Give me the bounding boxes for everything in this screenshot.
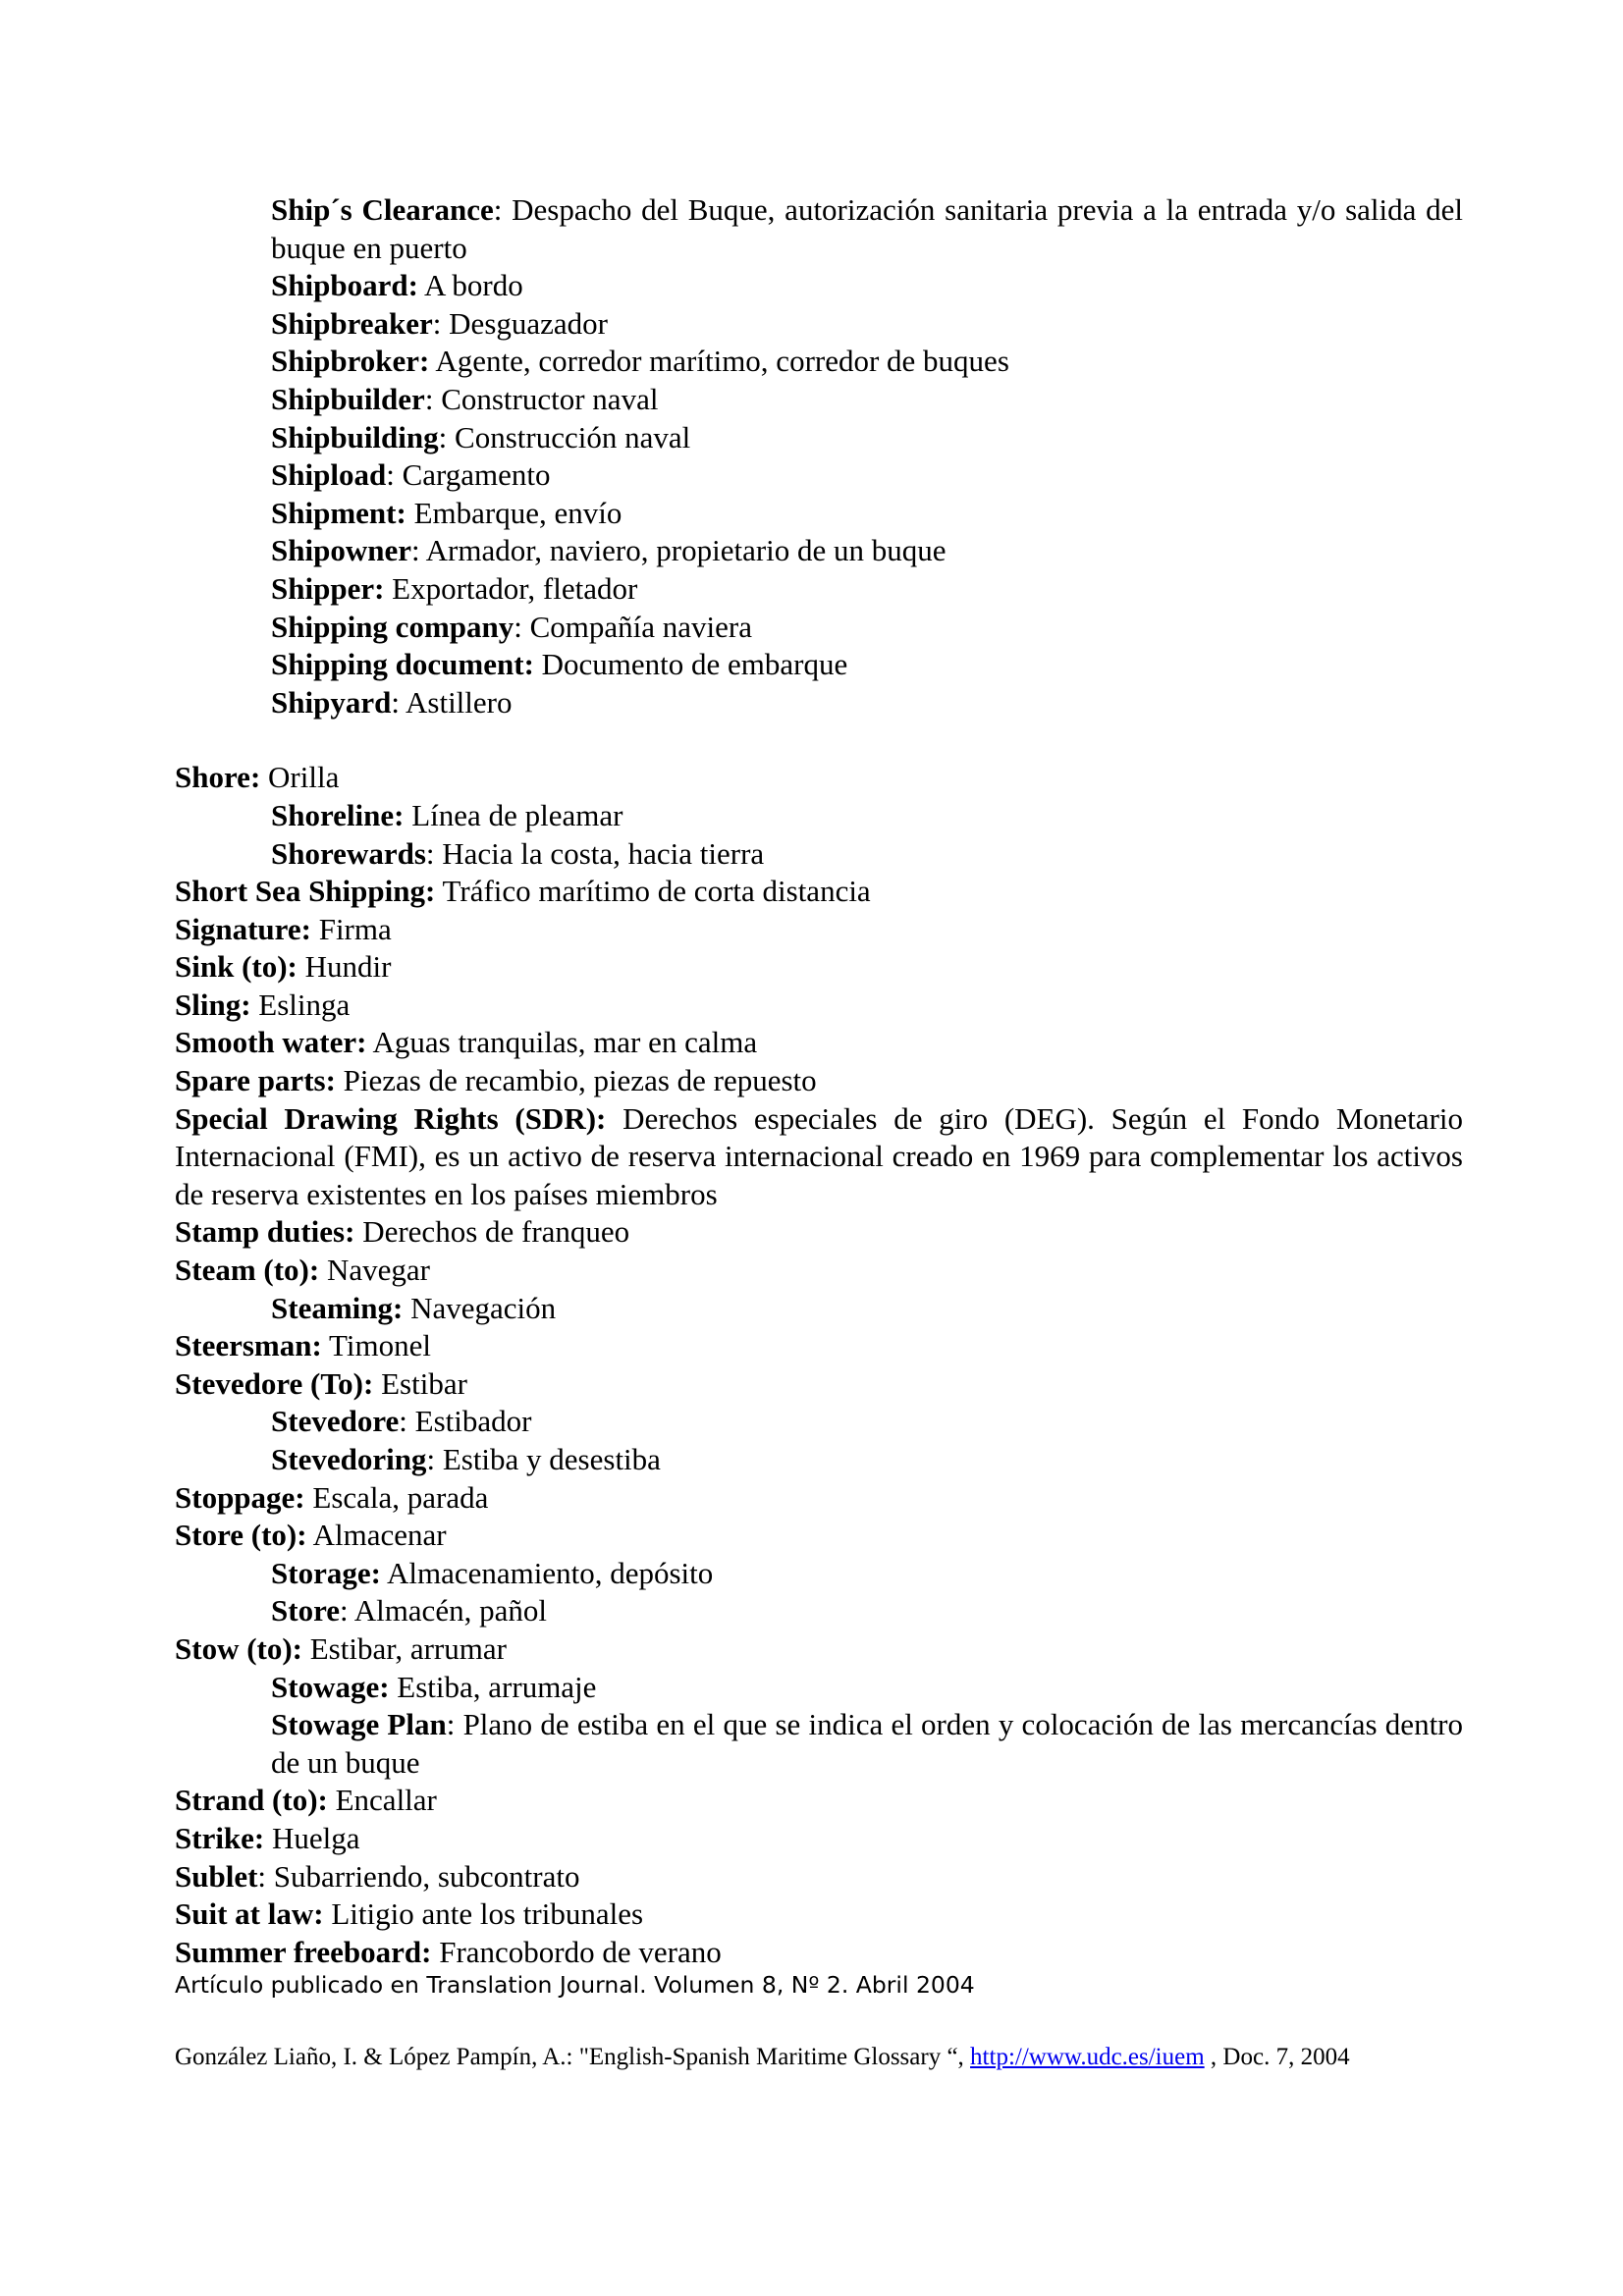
entry-term: Ship´s Clearance xyxy=(271,192,494,227)
entry-separator xyxy=(373,1366,381,1401)
entry-term: Shoreline: xyxy=(271,797,405,832)
entry-separator xyxy=(328,1783,336,1817)
entry-separator xyxy=(406,496,414,530)
entry-term: Strike: xyxy=(175,1820,265,1855)
glossary-entry xyxy=(175,759,1463,797)
entry-term: Sling: xyxy=(175,987,251,1022)
glossary-entry xyxy=(175,1024,1463,1062)
entry-definition: Derechos especiales de giro (DEG). Según el Fondo Monetario Internacional (FMI), es un activo de reserva internacional creado en 1969 para complementar los activos de reserva existentes en los países miembros xyxy=(175,1100,1464,1211)
entry-term: Shorewards xyxy=(271,835,426,871)
glossary-entry xyxy=(175,987,1463,1025)
entry-definition: Estiba y desestiba xyxy=(442,1442,661,1476)
glossary-entry xyxy=(175,1100,1463,1214)
entry-definition: Exportador, fletador xyxy=(392,570,638,606)
glossary-entry xyxy=(175,1517,1463,1555)
entry-term: Shipping company xyxy=(271,609,514,644)
entry-definition: Agente, corredor marítimo, corredor de buques xyxy=(435,344,1009,379)
entry-separator: : xyxy=(446,1707,463,1742)
entry-separator: : xyxy=(386,457,403,493)
entry-separator xyxy=(336,1063,344,1097)
entry-separator: : xyxy=(493,192,513,227)
entry-definition: Navegar xyxy=(326,1253,430,1288)
entry-definition: Timonel xyxy=(329,1328,431,1363)
entry-definition: Despacho del Buque, autorización sanitaria previa a la entrada y/o salida del buque en puerto xyxy=(271,192,1463,265)
glossary-list xyxy=(175,191,1463,1971)
entry-term: Steaming: xyxy=(271,1290,404,1325)
citation-suffix: , Doc. 7, 2004 xyxy=(1204,2044,1350,2070)
glossary-entry xyxy=(175,1896,1463,1934)
glossary-entry xyxy=(175,1934,1463,1972)
entry-term: Store xyxy=(271,1593,341,1629)
entry-term: Stowage Plan xyxy=(271,1707,447,1742)
entry-definition: Escala, parada xyxy=(312,1479,489,1515)
citation-text: González Liaño, I. & López Pampín, A.: "English-Spanish Maritime Glossary “, xyxy=(175,2044,971,2070)
entry-term: Stevedoring xyxy=(271,1442,427,1476)
entry-term: Sublet xyxy=(175,1858,258,1894)
entry-term: Stow (to): xyxy=(175,1630,302,1666)
entry-separator xyxy=(298,949,305,984)
entry-term: Signature: xyxy=(175,911,311,946)
entry-definition: Almacenar xyxy=(312,1518,447,1553)
entry-term: Shipload xyxy=(271,457,387,493)
entry-term: Shipper: xyxy=(271,570,385,606)
glossary-subentry xyxy=(175,1592,1463,1630)
entry-separator: : xyxy=(340,1593,354,1629)
publication-note: Artículo publicado en Translation Journal. Volumen 8, Nº 2. Abril 2004 xyxy=(175,1971,975,1999)
glossary-subentry xyxy=(175,1669,1463,1707)
glossary-entry xyxy=(175,1252,1463,1290)
entry-term: Steam (to): xyxy=(175,1253,320,1288)
entry-term: Steersman: xyxy=(175,1328,322,1363)
glossary-entry xyxy=(175,1820,1463,1858)
entry-separator: : xyxy=(514,609,530,644)
entry-separator xyxy=(302,1631,310,1666)
glossary-entry xyxy=(175,1062,1463,1100)
entry-definition: Línea de pleamar xyxy=(411,797,623,832)
glossary-subentry xyxy=(175,609,1463,647)
entry-term: Short Sea Shipping: xyxy=(175,874,436,909)
entry-definition: Estiba, arrumaje xyxy=(397,1669,597,1704)
entry-separator xyxy=(260,760,268,794)
entry-definition: Almacén, pañol xyxy=(353,1593,547,1629)
entry-definition: Constructor naval xyxy=(441,381,659,416)
glossary-entry xyxy=(175,1365,1463,1404)
entry-definition: Navegación xyxy=(410,1290,557,1325)
entry-term: Summer freeboard: xyxy=(175,1934,432,1969)
glossary-subentry xyxy=(175,1441,1463,1479)
citation-link[interactable]: http://www.udc.es/iuem xyxy=(970,2044,1205,2070)
glossary-subentry xyxy=(175,495,1463,533)
entry-separator: : xyxy=(399,1404,415,1439)
glossary-subentry xyxy=(175,456,1463,495)
glossary-entry xyxy=(175,911,1463,949)
entry-term: Stowage: xyxy=(271,1669,390,1704)
glossary-entry xyxy=(175,1782,1463,1820)
entry-term: Strand (to): xyxy=(175,1783,328,1818)
entry-definition: Astillero xyxy=(406,684,513,720)
glossary-subentry xyxy=(175,684,1463,722)
entry-term: Spare parts: xyxy=(175,1063,336,1098)
entry-definition: Construcción naval xyxy=(455,419,691,454)
entry-definition: Firma xyxy=(318,911,392,946)
entry-definition: Documento de embarque xyxy=(541,647,848,682)
entry-definition: Litigio ante los tribunales xyxy=(331,1896,644,1932)
entry-definition: Hundir xyxy=(304,949,392,985)
entry-term: Stevedore (To): xyxy=(175,1365,374,1401)
entry-definition: Embarque, envío xyxy=(413,495,622,530)
glossary-subentry xyxy=(175,1706,1463,1782)
entry-definition: Francobordo de verano xyxy=(439,1934,722,1969)
entry-separator: : xyxy=(438,419,456,454)
citation xyxy=(175,2042,1451,2072)
entry-separator: : xyxy=(426,1442,443,1476)
glossary-subentry xyxy=(175,570,1463,609)
glossary-subentry xyxy=(175,191,1463,267)
entry-separator: : xyxy=(424,381,442,416)
glossary-subentry xyxy=(175,381,1463,419)
glossary-entry xyxy=(175,948,1463,987)
entry-term: Shipbuilder xyxy=(271,381,425,416)
entry-definition: Estibar xyxy=(381,1365,467,1401)
entry-definition: Huelga xyxy=(272,1820,360,1855)
entry-definition: A bordo xyxy=(423,268,523,303)
entry-definition: Armador, naviero, propietario de un buque xyxy=(425,533,947,568)
entry-term: Suit at law: xyxy=(175,1896,324,1932)
entry-separator xyxy=(319,1253,327,1287)
glossary-subentry xyxy=(175,1555,1463,1593)
glossary-subentry xyxy=(175,797,1463,835)
entry-definition: Estibador xyxy=(414,1404,532,1439)
entry-term: Special Drawing Rights (SDR): xyxy=(175,1100,607,1136)
entry-definition: Derechos de franqueo xyxy=(362,1214,630,1250)
entry-definition: Almacenamiento, depósito xyxy=(386,1555,714,1590)
glossary-subentry xyxy=(175,1403,1463,1441)
glossary-entry xyxy=(175,1213,1463,1252)
entry-definition: Tráfico marítimo de corta distancia xyxy=(442,874,871,909)
entry-separator xyxy=(311,912,319,946)
entry-definition: Subarriendo, subcontrato xyxy=(273,1858,580,1894)
entry-separator: : xyxy=(391,684,406,720)
entry-separator xyxy=(384,571,392,606)
entry-separator xyxy=(606,1101,622,1136)
glossary-entry xyxy=(175,1479,1463,1518)
glossary-entry xyxy=(175,873,1463,911)
entry-separator: : xyxy=(432,305,450,341)
entry-term: Stoppage: xyxy=(175,1479,305,1515)
entry-separator xyxy=(534,647,542,681)
entry-term: Stevedore xyxy=(271,1404,400,1439)
entry-term: Shipment: xyxy=(271,495,406,530)
entry-separator xyxy=(264,1821,272,1855)
glossary-subentry xyxy=(175,532,1463,570)
entry-term: Smooth water: xyxy=(175,1025,367,1060)
entry-definition: Desguazador xyxy=(449,305,608,341)
entry-term: Shipboard: xyxy=(271,268,418,303)
glossary-subentry xyxy=(175,267,1463,305)
entry-term: Shipowner xyxy=(271,533,411,568)
entry-term: Shipyard xyxy=(271,684,392,720)
entry-term: Store (to): xyxy=(175,1518,307,1553)
entry-term: Shore: xyxy=(175,760,261,795)
entry-separator xyxy=(322,1328,329,1362)
entry-separator xyxy=(435,874,442,908)
entry-term: Storage: xyxy=(271,1555,381,1590)
entry-term: Shipbroker: xyxy=(271,344,430,379)
entry-definition: Plano de estiba en el que se indica el orden y colocación de las mercancías dentro de un buque xyxy=(271,1707,1463,1780)
entry-definition: Estibar, arrumar xyxy=(309,1630,507,1666)
glossary-subentry xyxy=(175,835,1463,874)
glossary-subentry xyxy=(175,343,1463,381)
glossary-subentry xyxy=(175,419,1463,457)
glossary-subentry xyxy=(175,1290,1463,1328)
entry-separator: : xyxy=(425,835,443,871)
entry-definition: Eslinga xyxy=(258,987,351,1022)
entry-term: Shipbuilding xyxy=(271,419,439,454)
entry-term: Sink (to): xyxy=(175,949,298,985)
entry-term: Shipping document: xyxy=(271,647,534,682)
glossary-entry xyxy=(175,1858,1463,1896)
entry-definition: Orilla xyxy=(268,760,340,795)
entry-definition: Piezas de recambio, piezas de repuesto xyxy=(343,1063,817,1098)
entry-term: Shipbreaker xyxy=(271,305,433,341)
entry-definition: Compañía naviera xyxy=(529,609,753,644)
glossary-entry xyxy=(175,1327,1463,1365)
entry-term: Stamp duties: xyxy=(175,1214,355,1250)
glossary-subentry xyxy=(175,646,1463,684)
entry-separator: : xyxy=(410,533,426,568)
entry-definition: Cargamento xyxy=(402,457,551,493)
entry-separator: : xyxy=(257,1858,274,1894)
entry-definition: Encallar xyxy=(335,1783,437,1818)
entry-separator xyxy=(403,1291,410,1325)
entry-definition: Hacia la costa, hacia tierra xyxy=(442,835,765,871)
glossary-subentry xyxy=(175,305,1463,344)
entry-definition: Aguas tranquilas, mar en calma xyxy=(372,1025,758,1060)
glossary-entry xyxy=(175,1630,1463,1669)
